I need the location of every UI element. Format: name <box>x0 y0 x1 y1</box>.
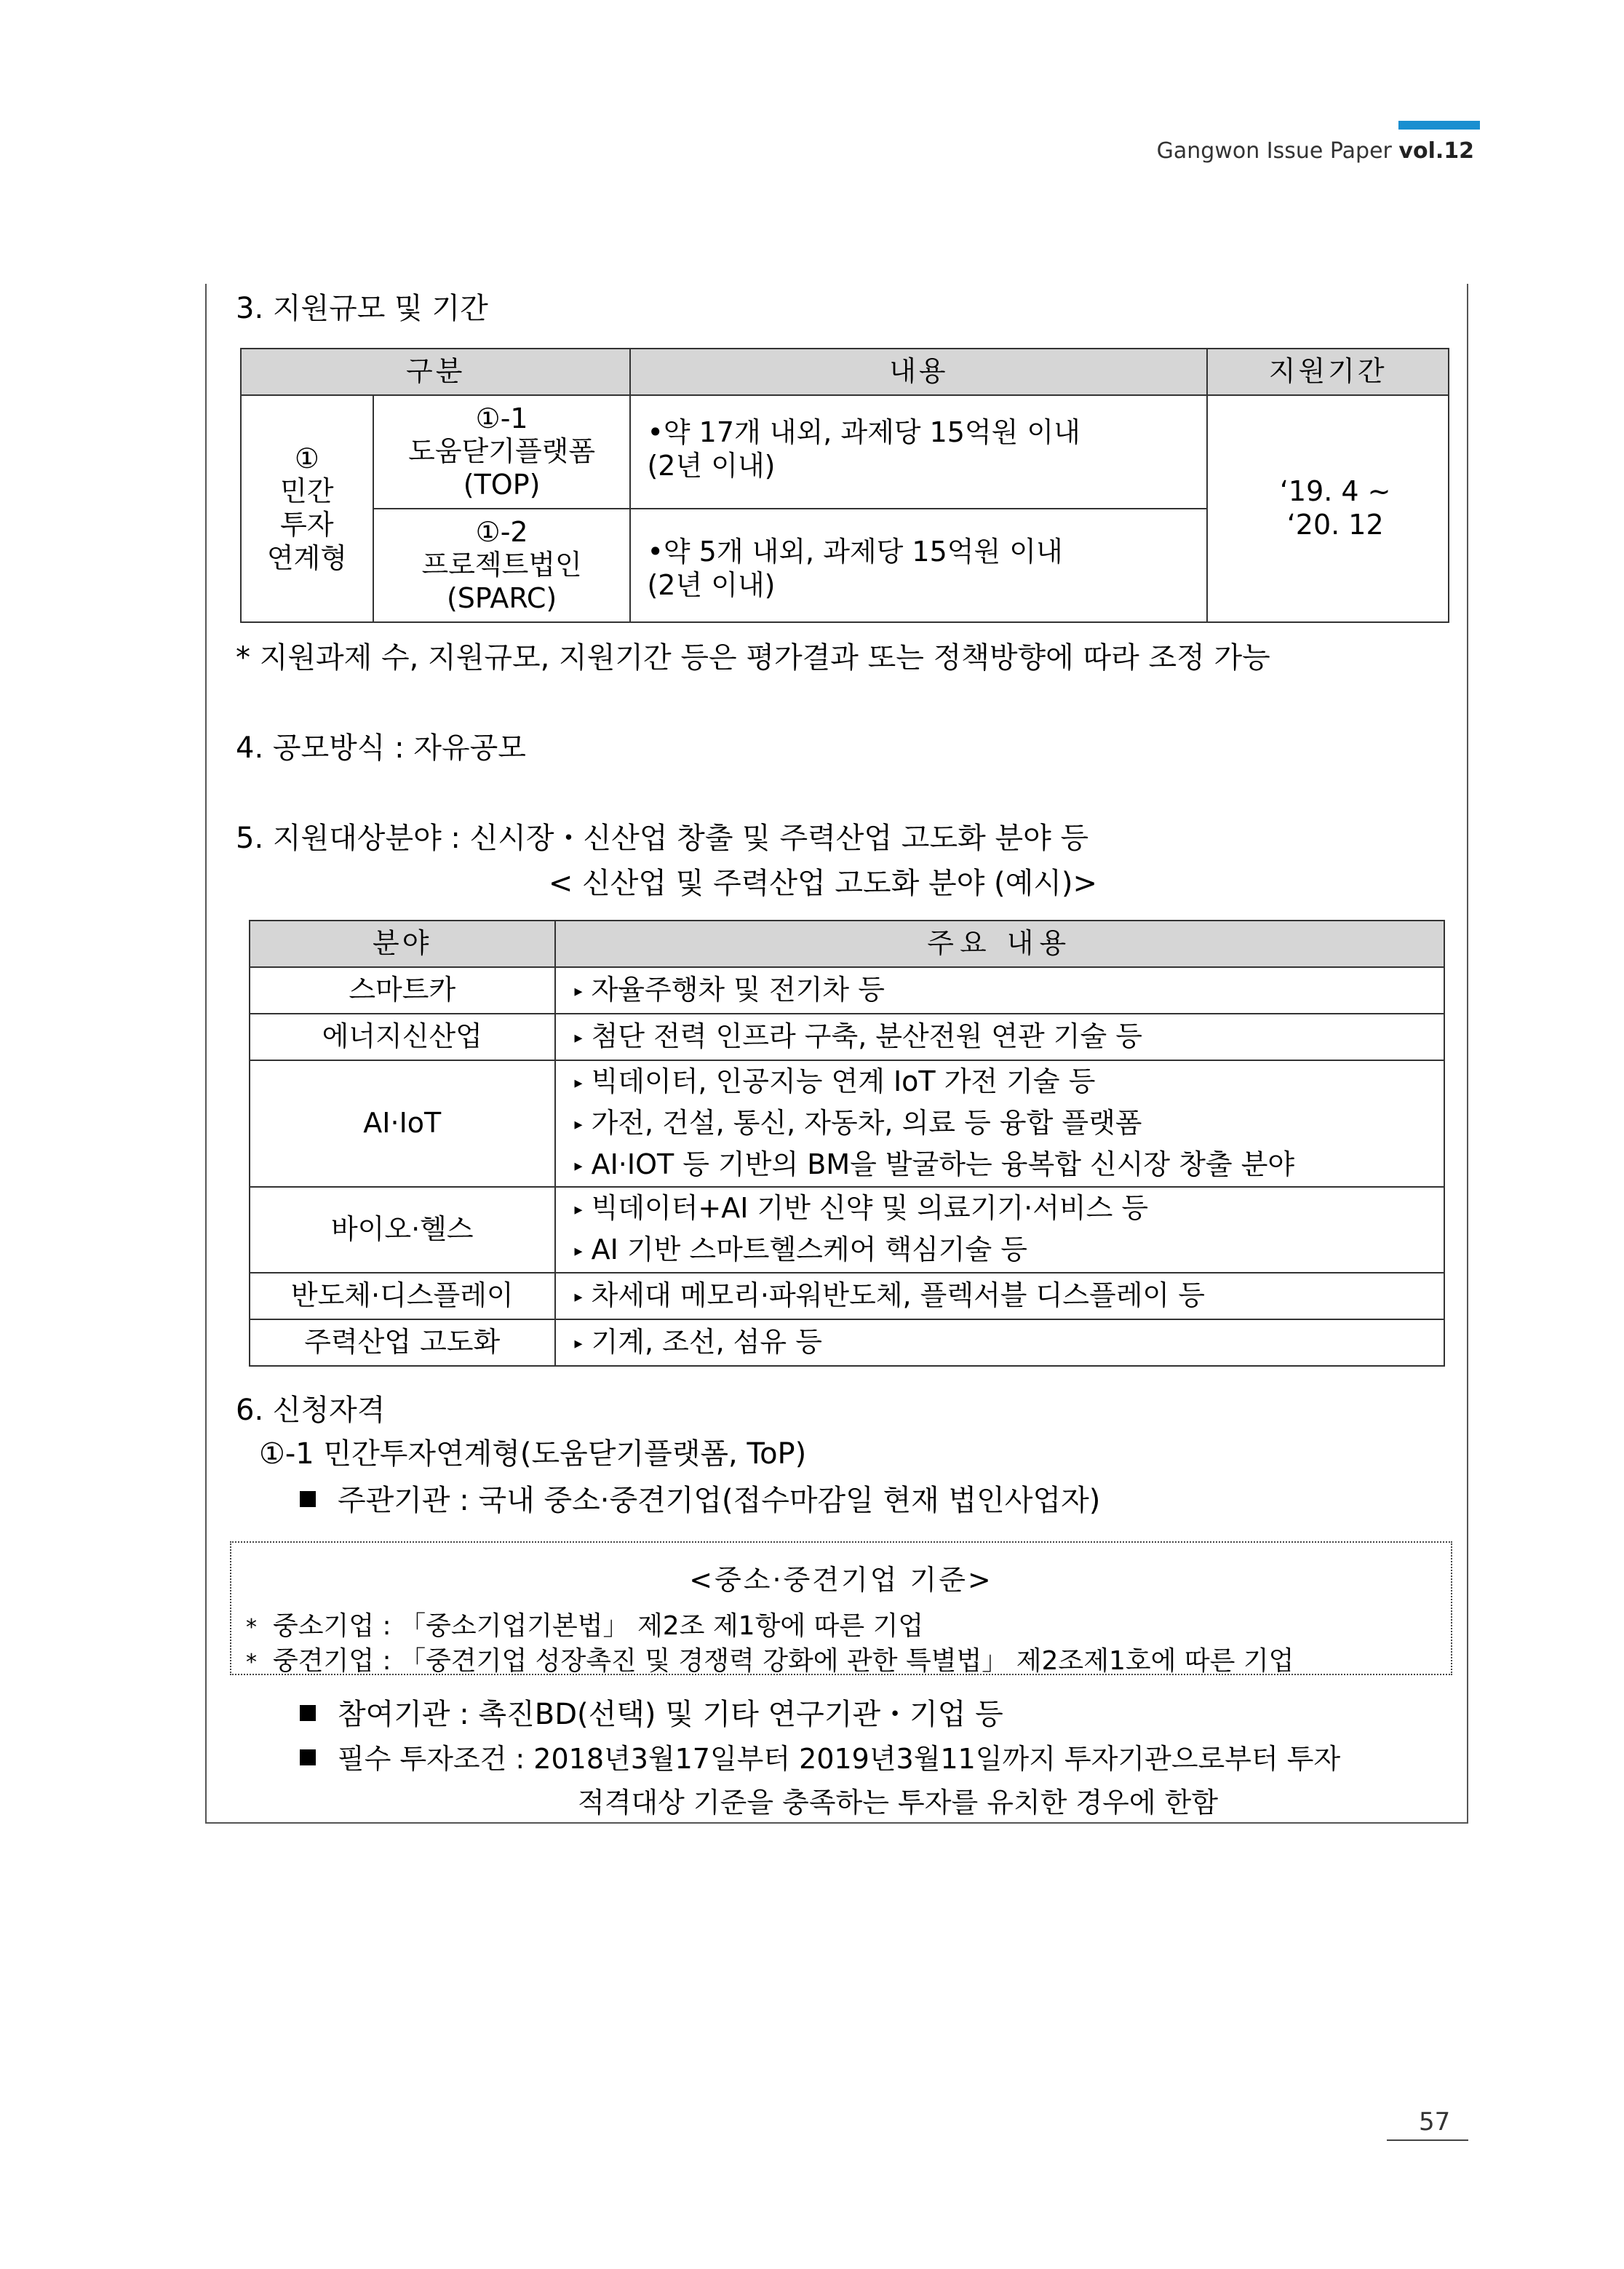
section3-title: 3. 지원규모 및 기간 <box>236 292 488 325</box>
investment-condition-cont: 적격대상 기준을 충족하는 투자를 유치한 경우에 한함 <box>578 1787 1219 1819</box>
section6-subtitle: ①-1 민간투자연계형(도움닫기플랫폼, ToP) <box>259 1437 807 1471</box>
table-row <box>250 1014 1444 1060</box>
support-period: ‘19. 4 ~ ‘20. 12 <box>1207 395 1449 622</box>
field-items <box>555 1319 1444 1366</box>
asterisk-icon: * <box>246 1615 257 1640</box>
sub-category-sparc: ①-2 프로젝트법인 (SPARC) <box>373 509 631 622</box>
col-field: 분야 <box>250 921 555 967</box>
table-row <box>250 1319 1444 1366</box>
asterisk-icon: * <box>246 1650 257 1675</box>
support-scale-table <box>240 348 1449 623</box>
host-institution <box>300 1477 1100 1519</box>
participant-institution <box>300 1691 1003 1733</box>
list-item: ▸ 첨단 전력 인프라 구축, 분산전원 연관 기술 등 <box>574 1020 1142 1053</box>
bullet-icon: ▸ <box>574 1335 583 1354</box>
sub-category-top: ①-1 도움닫기플랫폼 (TOP) <box>373 395 631 509</box>
col-main-content: 주요 내용 <box>555 921 1444 967</box>
criteria-title: <중소·중견기업 기준> <box>689 1564 993 1596</box>
investment-label: 필수 투자조건 <box>338 1743 507 1775</box>
field-items <box>555 1014 1444 1060</box>
field-items <box>555 1273 1444 1319</box>
list-item: ▸ 자율주행차 및 전기차 등 <box>574 974 885 1006</box>
host-label: 주관기관 <box>338 1484 450 1517</box>
section4 <box>236 725 526 766</box>
list-item: ▸ 빅데이터, 인공지능 연계 IoT 가전 기술 등 <box>574 1065 1096 1097</box>
field-name: 반도체·디스플레이 <box>250 1273 555 1319</box>
content-top: •약 17개 내외, 과제당 15억원 이내 (2년 이내) <box>630 395 1207 509</box>
square-bullet-icon <box>300 1749 316 1765</box>
bullet-icon: ▸ <box>574 1156 583 1175</box>
table-row <box>250 1273 1444 1319</box>
list-item: ▸ 가전, 건설, 통신, 자동차, 의료 등 융합 플랫폼 <box>574 1106 1142 1139</box>
bullet-icon: ▸ <box>574 1073 583 1092</box>
list-item: ▸ 기계, 조선, 섬유 등 <box>574 1326 822 1359</box>
table-row <box>250 1060 1444 1187</box>
bullet-icon: ▸ <box>574 1115 583 1134</box>
square-bullet-icon <box>300 1491 316 1507</box>
participant-value: : 촉진BD(선택) 및 기타 연구기관・기업 등 <box>450 1698 1003 1731</box>
table-row <box>250 1187 1444 1273</box>
section4-title: 4. 공모방식 <box>236 731 386 765</box>
list-item: ▸ 차세대 메모리·파워반도체, 플렉서블 디스플레이 등 <box>574 1279 1205 1312</box>
field-items <box>555 1060 1444 1187</box>
field-name: 주력산업 고도화 <box>250 1319 555 1366</box>
section3-footnote: * 지원과제 수, 지원규모, 지원기간 등은 평가결과 또는 정책방향에 따라 조정 가능 <box>236 641 1270 675</box>
section5 <box>236 815 1088 857</box>
volume-label: vol.12 <box>1398 138 1474 164</box>
participant-label: 참여기관 <box>338 1698 450 1731</box>
list-item: ▸ AI 기반 스마트헬스케어 핵심기술 등 <box>574 1233 1028 1265</box>
host-value: : 국내 중소·중견기업(접수마감일 현재 법인사업자) <box>450 1484 1101 1517</box>
bullet-icon: ▸ <box>574 1288 583 1307</box>
square-bullet-icon <box>300 1705 316 1721</box>
field-items <box>555 1187 1444 1273</box>
investment-value: : 2018년3월17일부터 2019년3월11일까지 투자기관으로부터 투자 <box>506 1743 1341 1775</box>
field-name: 스마트카 <box>250 967 555 1014</box>
bullet-icon: ▸ <box>574 1029 583 1048</box>
criteria-sme: * 중소기업 : 「중소기업기본법」 제2조 제1항에 따른 기업 <box>246 1611 924 1641</box>
criteria-box <box>230 1541 1452 1675</box>
section5-value: : 신시장・신산업 창출 및 주력산업 고도화 분야 등 <box>441 822 1089 855</box>
running-header <box>1157 138 1474 164</box>
bullet-icon: ▸ <box>574 982 583 1001</box>
list-item: ▸ 빅데이터+AI 기반 신약 및 의료기기·서비스 등 <box>574 1192 1149 1224</box>
list-item: ▸ AI·IOT 등 기반의 BM을 발굴하는 융복합 신시장 창출 분야 <box>574 1148 1295 1180</box>
series-name: Gangwon Issue Paper <box>1156 138 1392 164</box>
col-content: 내용 <box>630 349 1207 395</box>
section6-title: 6. 신청자격 <box>236 1394 386 1427</box>
criteria-midsize: * 중견기업 : 「중견기업 성장촉진 및 경쟁력 강화에 관한 특별법」 제2조제1호에 따른 기업 <box>246 1646 1294 1676</box>
field-name: 바이오·헬스 <box>250 1187 555 1273</box>
group-label: ① 민간 투자 연계형 <box>241 395 373 622</box>
bullet-icon: ▸ <box>574 1242 583 1260</box>
field-items <box>555 967 1444 1014</box>
investment-condition <box>300 1736 1340 1776</box>
section5-title: 5. 지원대상분야 <box>236 822 442 855</box>
field-name: AI·IoT <box>250 1060 555 1187</box>
table-row <box>250 967 1444 1014</box>
page-number-rule <box>1387 2139 1468 2141</box>
fields-table-caption: < 신산업 및 주력산업 고도화 분야 (예시)> <box>548 867 1098 900</box>
col-period: 지원기간 <box>1207 349 1449 395</box>
page-number: 57 <box>1419 2107 1451 2137</box>
section4-value: : 자유공모 <box>385 731 526 765</box>
content-sparc: •약 5개 내외, 과제당 15억원 이내 (2년 이내) <box>630 509 1207 622</box>
field-name: 에너지신산업 <box>250 1014 555 1060</box>
fields-table <box>249 920 1445 1367</box>
header-accent-bar <box>1398 121 1480 130</box>
bullet-icon: ▸ <box>574 1201 583 1219</box>
col-category: 구분 <box>241 349 630 395</box>
